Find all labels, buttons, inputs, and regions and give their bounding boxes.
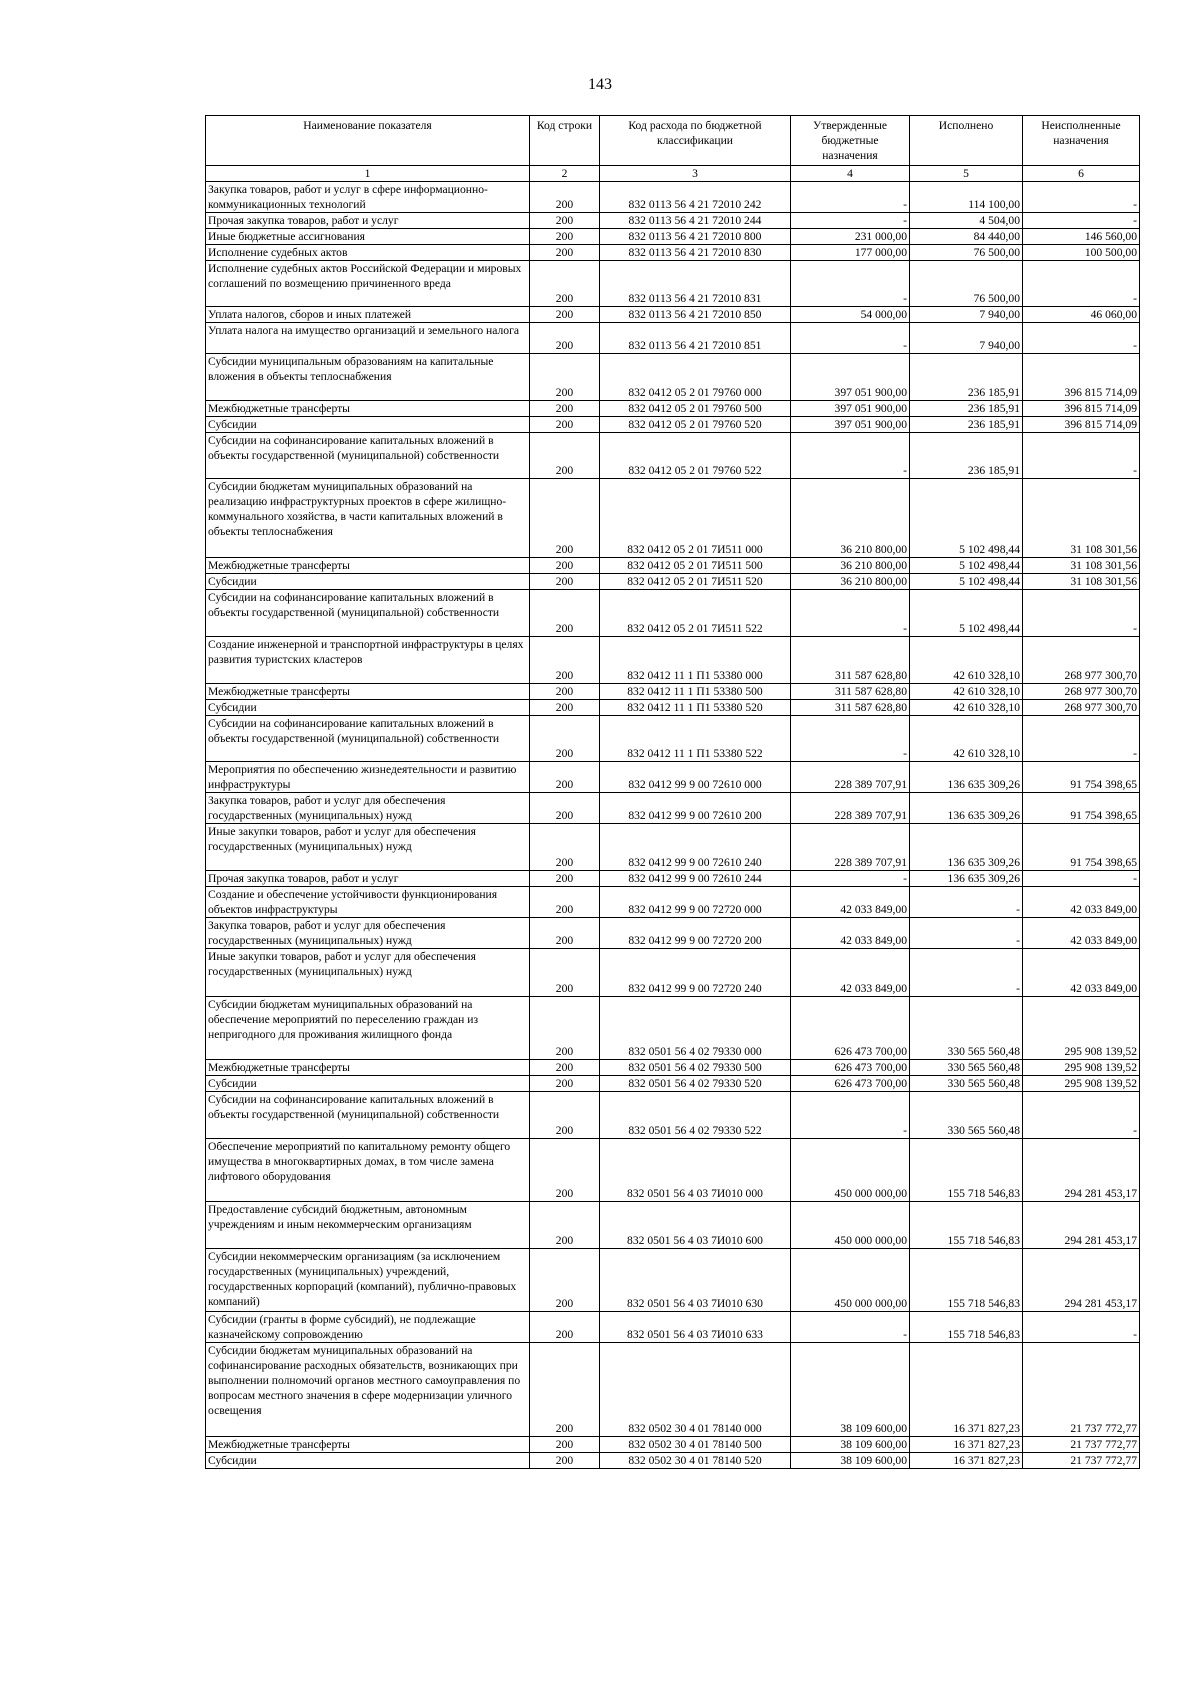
row-code: 200 (530, 1312, 600, 1343)
approved-amount: 228 389 707,91 (791, 793, 910, 824)
expense-code: 832 0412 05 2 01 79760 000 (600, 354, 791, 401)
executed-amount: 236 185,91 (910, 354, 1023, 401)
row-name: Прочая закупка товаров, работ и услуг (206, 871, 530, 887)
executed-amount: 114 100,00 (910, 182, 1023, 213)
executed-amount: 155 718 546,83 (910, 1202, 1023, 1249)
table-row (206, 949, 1140, 997)
unexecuted-amount: 146 560,00 (1023, 229, 1140, 245)
unexecuted-amount: 31 108 301,56 (1023, 574, 1140, 590)
row-name: Субсидии (206, 700, 530, 716)
expense-code: 832 0501 56 4 03 7И010 600 (600, 1202, 791, 1249)
approved-amount: - (791, 261, 910, 307)
expense-code: 832 0412 99 9 00 72610 000 (600, 762, 791, 793)
row-code: 200 (530, 700, 600, 716)
row-name: Межбюджетные трансферты (206, 401, 530, 417)
unexecuted-amount: - (1023, 182, 1140, 213)
executed-amount: 136 635 309,26 (910, 762, 1023, 793)
approved-amount: 38 109 600,00 (791, 1453, 910, 1469)
unexecuted-amount: 31 108 301,56 (1023, 479, 1140, 558)
approved-amount: - (791, 1092, 910, 1139)
unexecuted-amount: 294 281 453,17 (1023, 1202, 1140, 1249)
executed-amount: 5 102 498,44 (910, 574, 1023, 590)
row-code: 200 (530, 871, 600, 887)
table-row (206, 793, 1140, 824)
table-row (206, 1092, 1140, 1139)
table-row (206, 1343, 1140, 1437)
row-name: Субсидии (206, 1076, 530, 1092)
row-code: 200 (530, 323, 600, 354)
row-code: 200 (530, 1092, 600, 1139)
table-row (206, 354, 1140, 401)
expense-code: 832 0501 56 4 03 7И010 000 (600, 1139, 791, 1202)
row-code: 200 (530, 949, 600, 997)
col-number: 1 (206, 166, 530, 182)
header-approved: Утвержденные бюджетные назначения (791, 116, 910, 166)
expense-code: 832 0412 11 1 П1 53380 520 (600, 700, 791, 716)
expense-code: 832 0412 05 2 01 7И511 522 (600, 590, 791, 637)
executed-amount: 136 635 309,26 (910, 793, 1023, 824)
executed-amount: 42 610 328,10 (910, 637, 1023, 684)
table-row (206, 1076, 1140, 1092)
executed-amount: 42 610 328,10 (910, 700, 1023, 716)
unexecuted-amount: 396 815 714,09 (1023, 417, 1140, 433)
table-row (206, 887, 1140, 918)
table-row (206, 824, 1140, 871)
executed-amount: 7 940,00 (910, 307, 1023, 323)
row-code: 200 (530, 213, 600, 229)
unexecuted-amount: 21 737 772,77 (1023, 1437, 1140, 1453)
executed-amount: 16 371 827,23 (910, 1343, 1023, 1437)
approved-amount: 450 000 000,00 (791, 1139, 910, 1202)
approved-amount: - (791, 1312, 910, 1343)
unexecuted-amount: 21 737 772,77 (1023, 1453, 1140, 1469)
approved-amount: 36 210 800,00 (791, 574, 910, 590)
header-name: Наименование показателя (206, 116, 530, 166)
table-row (206, 997, 1140, 1060)
unexecuted-amount: 295 908 139,52 (1023, 1060, 1140, 1076)
row-code: 200 (530, 417, 600, 433)
unexecuted-amount: 42 033 849,00 (1023, 949, 1140, 997)
row-name: Субсидии (206, 1453, 530, 1469)
expense-code: 832 0501 56 4 02 79330 000 (600, 997, 791, 1060)
table-row (206, 1249, 1140, 1312)
unexecuted-amount: 294 281 453,17 (1023, 1249, 1140, 1312)
row-name: Субсидии на софинансирование капитальных вложений в объекты государственной (муниципальной) собственности (206, 1092, 530, 1139)
unexecuted-amount: 46 060,00 (1023, 307, 1140, 323)
row-code: 200 (530, 918, 600, 949)
unexecuted-amount: 295 908 139,52 (1023, 1076, 1140, 1092)
unexecuted-amount: 396 815 714,09 (1023, 354, 1140, 401)
approved-amount: 228 389 707,91 (791, 824, 910, 871)
approved-amount: - (791, 871, 910, 887)
executed-amount: 5 102 498,44 (910, 590, 1023, 637)
header-row (206, 116, 1140, 166)
approved-amount: 36 210 800,00 (791, 558, 910, 574)
table-row (206, 1437, 1140, 1453)
approved-amount: - (791, 213, 910, 229)
expense-code: 832 0113 56 4 21 72010 242 (600, 182, 791, 213)
row-name: Мероприятия по обеспечению жизнедеятельности и развитию инфраструктуры (206, 762, 530, 793)
expense-code: 832 0412 11 1 П1 53380 000 (600, 637, 791, 684)
unexecuted-amount: 294 281 453,17 (1023, 1139, 1140, 1202)
expense-code: 832 0412 99 9 00 72720 200 (600, 918, 791, 949)
row-code: 200 (530, 684, 600, 700)
row-name: Субсидии некоммерческим организациям (за исключением государственных (муниципальных) учреждений, государственных корпораций (компаний), публично-правовых компаний) (206, 1249, 530, 1312)
executed-amount: 330 565 560,48 (910, 997, 1023, 1060)
table-row (206, 1202, 1140, 1249)
expense-code: 832 0501 56 4 03 7И010 630 (600, 1249, 791, 1312)
table-row (206, 637, 1140, 684)
row-name: Закупка товаров, работ и услуг в сфере информационно-коммуникационных технологий (206, 182, 530, 213)
table-body (206, 182, 1140, 1469)
unexecuted-amount: - (1023, 1092, 1140, 1139)
executed-amount: 76 500,00 (910, 245, 1023, 261)
row-name: Уплата налога на имущество организаций и земельного налога (206, 323, 530, 354)
executed-amount: 136 635 309,26 (910, 824, 1023, 871)
col-number: 3 (600, 166, 791, 182)
expense-code: 832 0412 05 2 01 7И511 520 (600, 574, 791, 590)
col-number: 6 (1023, 166, 1140, 182)
unexecuted-amount: - (1023, 871, 1140, 887)
unexecuted-amount: 31 108 301,56 (1023, 558, 1140, 574)
executed-amount: 236 185,91 (910, 417, 1023, 433)
executed-amount: - (910, 918, 1023, 949)
executed-amount: 16 371 827,23 (910, 1437, 1023, 1453)
table-row (206, 1312, 1140, 1343)
row-name: Субсидии на софинансирование капитальных вложений в объекты государственной (муниципальной) собственности (206, 590, 530, 637)
approved-amount: 626 473 700,00 (791, 1076, 910, 1092)
row-code: 200 (530, 401, 600, 417)
col-number: 2 (530, 166, 600, 182)
executed-amount: 155 718 546,83 (910, 1312, 1023, 1343)
approved-amount: 626 473 700,00 (791, 997, 910, 1060)
expense-code: 832 0113 56 4 21 72010 831 (600, 261, 791, 307)
row-code: 200 (530, 1076, 600, 1092)
approved-amount: 450 000 000,00 (791, 1202, 910, 1249)
table-row (206, 182, 1140, 213)
table-row (206, 1139, 1140, 1202)
row-name: Прочая закупка товаров, работ и услуг (206, 213, 530, 229)
expense-code: 832 0412 05 2 01 7И511 000 (600, 479, 791, 558)
table-row (206, 762, 1140, 793)
unexecuted-amount: 396 815 714,09 (1023, 401, 1140, 417)
expense-code: 832 0412 05 2 01 7И511 500 (600, 558, 791, 574)
col-number: 4 (791, 166, 910, 182)
approved-amount: 397 051 900,00 (791, 354, 910, 401)
expense-code: 832 0412 99 9 00 72610 244 (600, 871, 791, 887)
expense-code: 832 0412 99 9 00 72720 240 (600, 949, 791, 997)
executed-amount: 330 565 560,48 (910, 1076, 1023, 1092)
unexecuted-amount: 42 033 849,00 (1023, 887, 1140, 918)
unexecuted-amount: 268 977 300,70 (1023, 637, 1140, 684)
expense-code: 832 0113 56 4 21 72010 851 (600, 323, 791, 354)
row-name: Межбюджетные трансферты (206, 558, 530, 574)
expense-code: 832 0501 56 4 02 79330 522 (600, 1092, 791, 1139)
unexecuted-amount: 42 033 849,00 (1023, 918, 1140, 949)
row-code: 200 (530, 590, 600, 637)
approved-amount: 450 000 000,00 (791, 1249, 910, 1312)
table-row (206, 574, 1140, 590)
row-name: Иные бюджетные ассигнования (206, 229, 530, 245)
row-name: Уплата налогов, сборов и иных платежей (206, 307, 530, 323)
row-name: Создание и обеспечение устойчивости функционирования объектов инфраструктуры (206, 887, 530, 918)
table-row (206, 716, 1140, 762)
table-row (206, 1453, 1140, 1469)
expense-code: 832 0113 56 4 21 72010 850 (600, 307, 791, 323)
unexecuted-amount: - (1023, 590, 1140, 637)
unexecuted-amount: 91 754 398,65 (1023, 793, 1140, 824)
expense-code: 832 0412 05 2 01 79760 520 (600, 417, 791, 433)
unexecuted-amount: 91 754 398,65 (1023, 824, 1140, 871)
approved-amount: 54 000,00 (791, 307, 910, 323)
executed-amount: 7 940,00 (910, 323, 1023, 354)
row-name: Субсидии муниципальным образованиям на капитальные вложения в объекты теплоснабжения (206, 354, 530, 401)
approved-amount: 626 473 700,00 (791, 1060, 910, 1076)
row-name: Субсидии бюджетам муниципальных образований на реализацию инфраструктурных проектов в сфере жилищно-коммунального хозяйства, в части капитальных вложений в объекты теплоснабжения (206, 479, 530, 558)
executed-amount: 155 718 546,83 (910, 1139, 1023, 1202)
executed-amount: 4 504,00 (910, 213, 1023, 229)
executed-amount: 16 371 827,23 (910, 1453, 1023, 1469)
row-name: Субсидии (гранты в форме субсидий), не подлежащие казначейскому сопровождению (206, 1312, 530, 1343)
table-row (206, 261, 1140, 307)
row-code: 200 (530, 1437, 600, 1453)
row-code: 200 (530, 245, 600, 261)
approved-amount: - (791, 323, 910, 354)
row-code: 200 (530, 793, 600, 824)
row-code: 200 (530, 1343, 600, 1437)
row-name: Межбюджетные трансферты (206, 1060, 530, 1076)
unexecuted-amount: - (1023, 433, 1140, 479)
table-row (206, 871, 1140, 887)
executed-amount: 236 185,91 (910, 401, 1023, 417)
executed-amount: 42 610 328,10 (910, 684, 1023, 700)
approved-amount: 38 109 600,00 (791, 1437, 910, 1453)
row-name: Иные закупки товаров, работ и услуг для обеспечения государственных (муниципальных) нужд (206, 824, 530, 871)
unexecuted-amount: - (1023, 1312, 1140, 1343)
row-code: 200 (530, 997, 600, 1060)
executed-amount: 5 102 498,44 (910, 558, 1023, 574)
header-expense-code: Код расхода по бюджетной классификации (600, 116, 791, 166)
unexecuted-amount: 91 754 398,65 (1023, 762, 1140, 793)
approved-amount: 42 033 849,00 (791, 918, 910, 949)
row-code: 200 (530, 637, 600, 684)
row-code: 200 (530, 887, 600, 918)
row-name: Субсидии на софинансирование капитальных вложений в объекты государственной (муниципальной) собственности (206, 433, 530, 479)
expense-code: 832 0501 56 4 02 79330 520 (600, 1076, 791, 1092)
row-name: Субсидии на софинансирование капитальных вложений в объекты государственной (муниципальной) собственности (206, 716, 530, 762)
expense-code: 832 0412 05 2 01 79760 522 (600, 433, 791, 479)
unexecuted-amount: - (1023, 716, 1140, 762)
table-row (206, 1060, 1140, 1076)
row-name: Создание инженерной и транспортной инфраструктуры в целях развития туристских кластеров (206, 637, 530, 684)
approved-amount: 38 109 600,00 (791, 1343, 910, 1437)
row-code: 200 (530, 229, 600, 245)
row-name: Исполнение судебных актов Российской Федерации и мировых соглашений по возмещению причиненного вреда (206, 261, 530, 307)
row-code: 200 (530, 1249, 600, 1312)
row-code: 200 (530, 1060, 600, 1076)
executed-amount: 155 718 546,83 (910, 1249, 1023, 1312)
table-row (206, 323, 1140, 354)
unexecuted-amount: 100 500,00 (1023, 245, 1140, 261)
approved-amount: - (791, 433, 910, 479)
row-name: Предоставление субсидий бюджетным, автономным учреждениям и иным некоммерческим организациям (206, 1202, 530, 1249)
row-name: Исполнение судебных актов (206, 245, 530, 261)
expense-code: 832 0113 56 4 21 72010 244 (600, 213, 791, 229)
row-code: 200 (530, 1453, 600, 1469)
table-row (206, 417, 1140, 433)
row-code: 200 (530, 182, 600, 213)
table-row (206, 229, 1140, 245)
row-code: 200 (530, 479, 600, 558)
row-code: 200 (530, 433, 600, 479)
row-name: Закупка товаров, работ и услуг для обеспечения государственных (муниципальных) нужд (206, 918, 530, 949)
approved-amount: 42 033 849,00 (791, 887, 910, 918)
row-name: Субсидии бюджетам муниципальных образований на софинансирование расходных обязательств, возникающих при выполнении полномочий органов местного самоуправления по вопросам местного значения в сфере модернизации уличного освещения (206, 1343, 530, 1437)
budget-table (205, 115, 1140, 1469)
page-number: 143 (588, 76, 612, 93)
row-code: 200 (530, 354, 600, 401)
expense-code: 832 0113 56 4 21 72010 830 (600, 245, 791, 261)
executed-amount: - (910, 887, 1023, 918)
row-code: 200 (530, 716, 600, 762)
expense-code: 832 0501 56 4 03 7И010 633 (600, 1312, 791, 1343)
column-number-row (206, 166, 1140, 182)
executed-amount: 236 185,91 (910, 433, 1023, 479)
approved-amount: 311 587 628,80 (791, 700, 910, 716)
expense-code: 832 0412 05 2 01 79760 500 (600, 401, 791, 417)
expense-code: 832 0412 99 9 00 72610 200 (600, 793, 791, 824)
table-row (206, 479, 1140, 558)
unexecuted-amount: 21 737 772,77 (1023, 1343, 1140, 1437)
row-name: Межбюджетные трансферты (206, 1437, 530, 1453)
row-name: Субсидии (206, 417, 530, 433)
row-code: 200 (530, 762, 600, 793)
row-code: 200 (530, 574, 600, 590)
expense-code: 832 0113 56 4 21 72010 800 (600, 229, 791, 245)
col-number: 5 (910, 166, 1023, 182)
approved-amount: 311 587 628,80 (791, 637, 910, 684)
expense-code: 832 0412 99 9 00 72720 000 (600, 887, 791, 918)
expense-code: 832 0412 11 1 П1 53380 500 (600, 684, 791, 700)
table-row (206, 700, 1140, 716)
row-code: 200 (530, 307, 600, 323)
approved-amount: - (791, 716, 910, 762)
approved-amount: 36 210 800,00 (791, 479, 910, 558)
approved-amount: 231 000,00 (791, 229, 910, 245)
table-row (206, 245, 1140, 261)
table-row (206, 558, 1140, 574)
unexecuted-amount: - (1023, 323, 1140, 354)
expense-code: 832 0412 11 1 П1 53380 522 (600, 716, 791, 762)
expense-code: 832 0502 30 4 01 78140 520 (600, 1453, 791, 1469)
row-name: Субсидии (206, 574, 530, 590)
unexecuted-amount: - (1023, 213, 1140, 229)
expense-code: 832 0501 56 4 02 79330 500 (600, 1060, 791, 1076)
table-row (206, 307, 1140, 323)
approved-amount: - (791, 590, 910, 637)
unexecuted-amount: 268 977 300,70 (1023, 700, 1140, 716)
table-row (206, 590, 1140, 637)
approved-amount: 397 051 900,00 (791, 417, 910, 433)
approved-amount: 177 000,00 (791, 245, 910, 261)
table-row (206, 213, 1140, 229)
table-row (206, 401, 1140, 417)
expense-code: 832 0502 30 4 01 78140 500 (600, 1437, 791, 1453)
executed-amount: 76 500,00 (910, 261, 1023, 307)
executed-amount: 42 610 328,10 (910, 716, 1023, 762)
expense-code: 832 0412 99 9 00 72610 240 (600, 824, 791, 871)
table-row (206, 918, 1140, 949)
executed-amount: 330 565 560,48 (910, 1060, 1023, 1076)
row-code: 200 (530, 1139, 600, 1202)
executed-amount: - (910, 949, 1023, 997)
row-name: Межбюджетные трансферты (206, 684, 530, 700)
executed-amount: 84 440,00 (910, 229, 1023, 245)
header-executed: Исполнено (910, 116, 1023, 166)
row-code: 200 (530, 261, 600, 307)
row-name: Закупка товаров, работ и услуг для обеспечения государственных (муниципальных) нужд (206, 793, 530, 824)
expense-code: 832 0502 30 4 01 78140 000 (600, 1343, 791, 1437)
approved-amount: 228 389 707,91 (791, 762, 910, 793)
unexecuted-amount: 268 977 300,70 (1023, 684, 1140, 700)
executed-amount: 330 565 560,48 (910, 1092, 1023, 1139)
row-code: 200 (530, 1202, 600, 1249)
row-name: Субсидии бюджетам муниципальных образований на обеспечение мероприятий по переселению граждан из непригодного для проживания жилищного фонда (206, 997, 530, 1060)
unexecuted-amount: - (1023, 261, 1140, 307)
approved-amount: 311 587 628,80 (791, 684, 910, 700)
approved-amount: - (791, 182, 910, 213)
table-row (206, 433, 1140, 479)
table-row (206, 684, 1140, 700)
row-name: Обеспечение мероприятий по капитальному ремонту общего имущества в многоквартирных домах, в том числе замена лифтового оборудования (206, 1139, 530, 1202)
header-unexecuted: Неисполненные назначения (1023, 116, 1140, 166)
row-name: Иные закупки товаров, работ и услуг для обеспечения государственных (муниципальных) нужд (206, 949, 530, 997)
executed-amount: 136 635 309,26 (910, 871, 1023, 887)
row-code: 200 (530, 558, 600, 574)
header-row-code: Код строки (530, 116, 600, 166)
unexecuted-amount: 295 908 139,52 (1023, 997, 1140, 1060)
executed-amount: 5 102 498,44 (910, 479, 1023, 558)
approved-amount: 397 051 900,00 (791, 401, 910, 417)
row-code: 200 (530, 824, 600, 871)
approved-amount: 42 033 849,00 (791, 949, 910, 997)
